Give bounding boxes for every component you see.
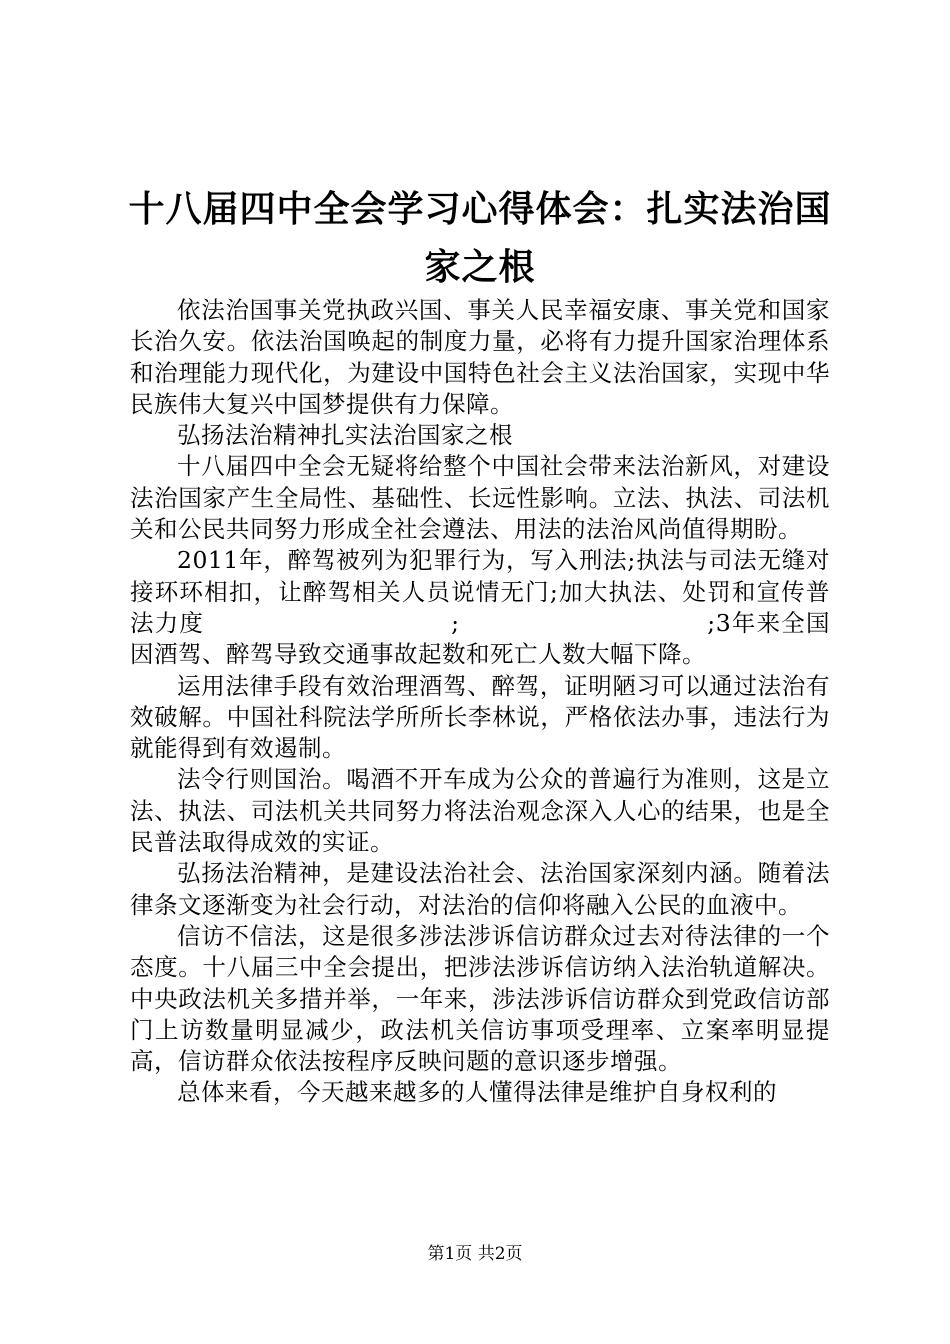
- paragraph: 十八届四中全会无疑将给整个中国社会带来法治新风，对建设法治国家产生全局性、基础性、长远性影响。立法、执法、司法机关和公民共同努力形成全社会遵法、用法的法治风尚值得期盼。: [130, 452, 830, 544]
- document-body: [130, 295, 830, 1109]
- paragraph: 依法治国事关党执政兴国、事关人民幸福安康、事关党和国家长治久安。依法治国唤起的制度力量，必将有力提升国家治理体系和治理能力现代化，为建设中国特色社会主义法治国家，实现中华民族伟大复兴中国梦提供有力保障。: [130, 296, 830, 418]
- paragraph: 信访不信法，这是很多涉法涉诉信访群众过去对待法律的一个态度。十八届三中全会提出，把涉法涉诉信访纳入法治轨道解决。中央政法机关多措并举，一年来，涉法涉诉信访群众到党政信访部门上访数量明显减少，政法机关信访事项受理率、立案率明显提高，信访群众依法按程序反映问题的意识逐步增强。: [130, 921, 830, 1076]
- paragraph: 弘扬法治精神，是建设法治社会、法治国家深刻内涵。随着法律条文逐渐变为社会行动，对法治的信仰将融入公民的血液中。: [130, 859, 830, 919]
- section-heading: 弘扬法治精神扎实法治国家之根: [177, 421, 513, 450]
- document-title: 十八届四中全会学习心得体会：扎实法治国家之根: [128, 188, 832, 288]
- paragraph: 法令行则国治。喝酒不开车成为公众的普遍行为准则，这是立法、执法、司法机关共同努力将法治观念深入人心的结果，也是全民普法取得成效的实证。: [130, 765, 830, 857]
- paragraph: 总体来看，今天越来越多的人懂得法律是维护自身权利的: [177, 1078, 777, 1107]
- page-number-footer: 第1页 共2页: [427, 1244, 523, 1264]
- paragraph: 运用法律手段有效治理酒驾、醉驾，证明陋习可以通过法治有效破解。中国社科院法学所所长李林说，严格依法办事，违法行为就能得到有效遏制。: [130, 671, 830, 763]
- paragraph: 2011年，醉驾被列为犯罪行为，写入刑法;执法与司法无缝对接环环相扣，让醉驾相关人员说情无门;加大执法、处罚和宣传普法力度 ; ;3年来全国因酒驾、醉驾导致交通事故起数和死亡人数大幅下降。: [130, 546, 830, 669]
